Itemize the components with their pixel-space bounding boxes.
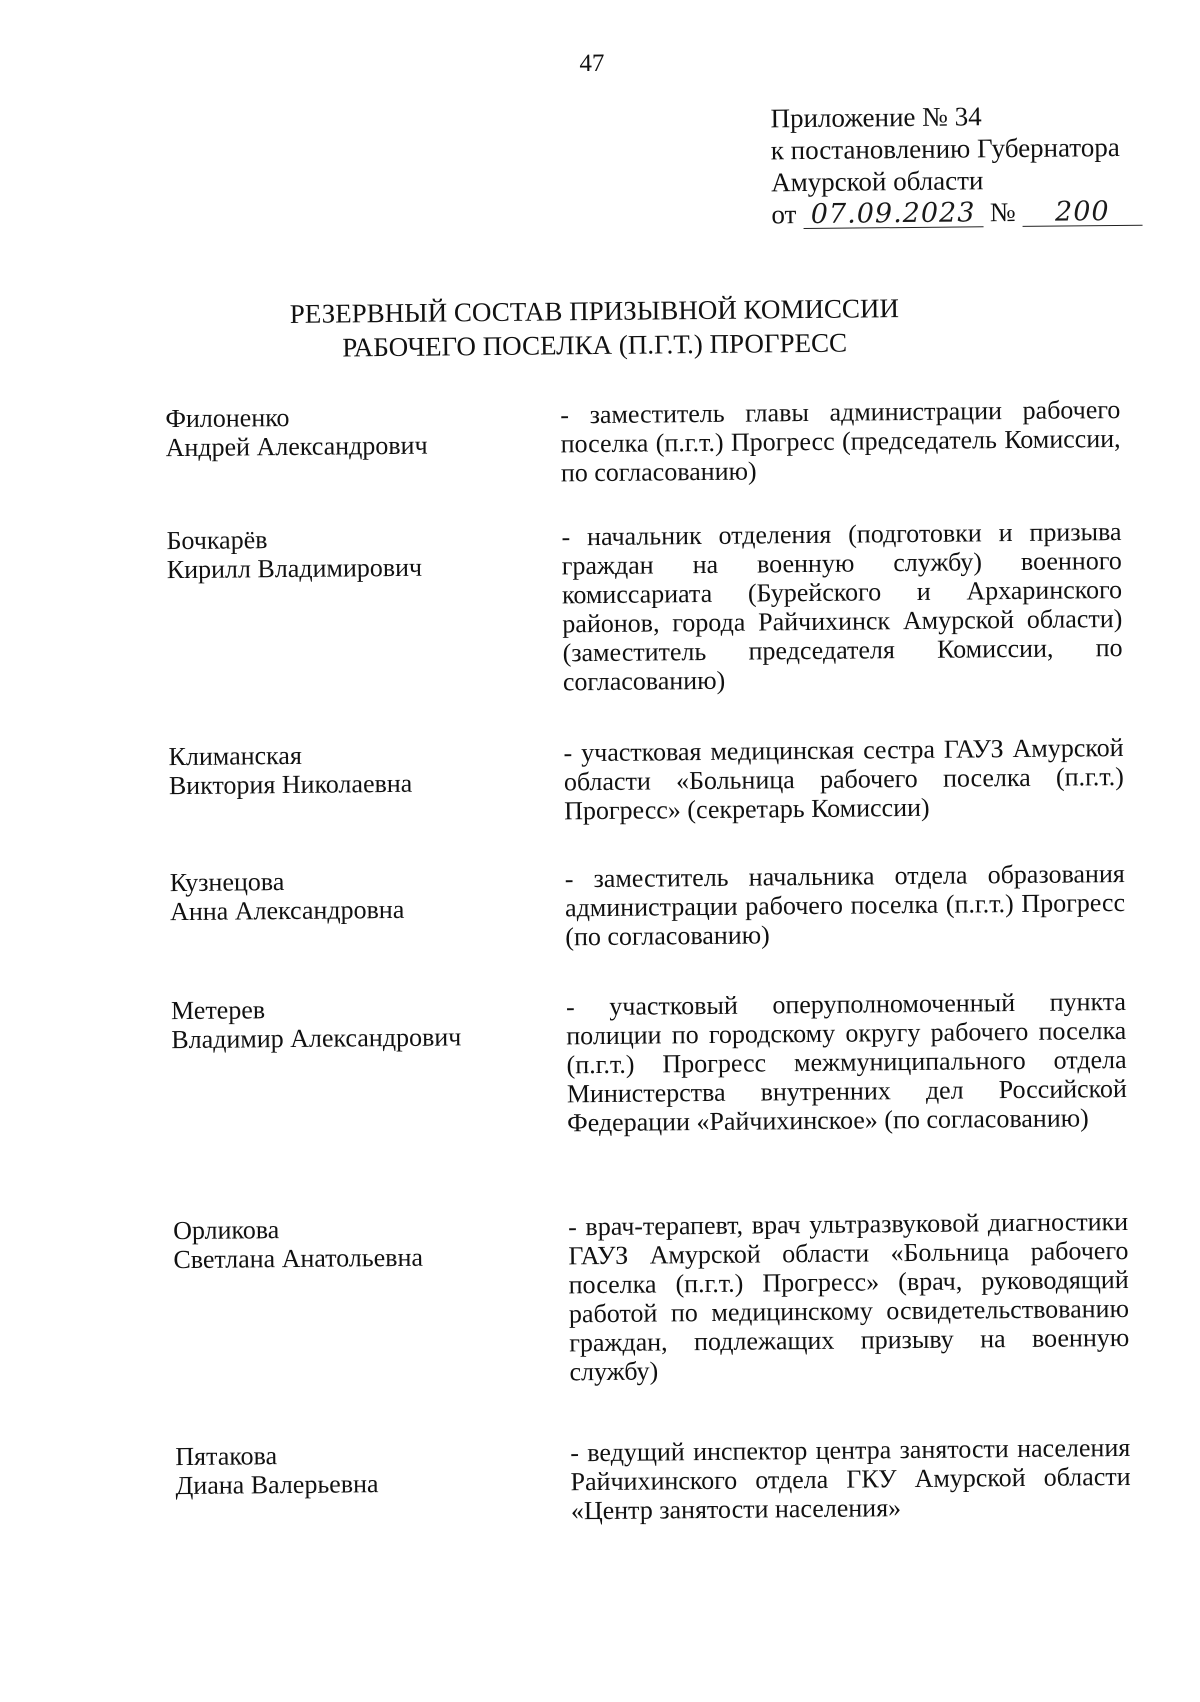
member-given-names: Кирилл Владимирович: [166, 552, 423, 585]
page-number: 47: [579, 49, 605, 78]
annex-reference: к постановлению Губернатора: [770, 131, 1120, 166]
member-entry: [0, 732, 1198, 826]
member-surname: Филоненко: [165, 402, 290, 434]
member-surname: Климанская: [168, 740, 302, 772]
member-role: - заместитель начальника отдела образования администрации рабочего поселка (п.г.т.) Прогресс (по согласованию): [564, 858, 1126, 952]
member-entry: [1, 986, 1200, 1138]
title-line-1: РЕЗЕРВНЫЙ СОСТАВ ПРИЗЫВНОЙ КОМИССИИ: [289, 293, 900, 329]
member-role: - начальник отделения (подготовки и призыва граждан на военную службу) военного комиссариата (Бурейского и Архаринского районов, города Райчихинск Амурской области) (заместитель председателя Комиссии, по согласованию): [561, 516, 1123, 697]
member-name: [166, 522, 547, 584]
member-name: [173, 1212, 554, 1274]
date-prefix: от: [771, 199, 797, 230]
member-surname: Кузнецова: [169, 867, 285, 898]
member-given-names: Владимир Александрович: [171, 1022, 462, 1055]
member-given-names: Андрей Александрович: [165, 430, 428, 463]
member-entry: [3, 1206, 1200, 1387]
number-prefix: №: [989, 196, 1016, 228]
title-line-2: РАБОЧЕГО ПОСЕЛКА (П.Г.Т.) ПРОГРЕСС: [342, 327, 848, 363]
annex-header: [770, 99, 1142, 231]
member-given-names: Анна Александровна: [169, 894, 405, 927]
member-name: [168, 738, 549, 800]
member-surname: Метерев: [170, 995, 266, 1026]
member-given-names: Диана Валерьевна: [175, 1469, 379, 1501]
member-surname: Пятакова: [175, 1441, 278, 1472]
member-surname: Орликова: [173, 1215, 280, 1246]
member-entry: [0, 858, 1200, 952]
member-role: - заместитель главы администрации рабочего поселка (п.г.т.) Прогресс (председатель Комиссии, по согласованию): [560, 394, 1121, 488]
member-surname: Бочкарёв: [166, 525, 268, 556]
member-entry: [0, 516, 1196, 697]
member-name: [165, 401, 546, 463]
document-title: [0, 288, 1195, 368]
handwritten-number: 200: [1022, 199, 1142, 227]
member-given-names: Светлана Анатольевна: [173, 1242, 424, 1275]
member-name: [170, 864, 551, 926]
member-role: - врач-терапевт, врач ультразвуковой диагностики ГАУЗ Амурской области «Больница рабочего поселка (п.г.т.) Прогресс» (врач, руководящий работой по медицинскому освидетельствованию граждан, подлежащих призыву на военную службу): [567, 1206, 1130, 1387]
member-role: - участковый оперуполномоченный пункта полиции по городскому округу рабочего поселка (п.г.т.) Прогресс межмуниципального отдела Министерства внутренних дел Российской Федерации «Райчихинское» (по согласованию): [565, 986, 1127, 1138]
handwritten-date: 07.09.2023: [803, 200, 983, 229]
member-role: - ведущий инспектор центра занятости населения Райчихинского отдела ГКУ Амурской области «Центр занятости населения»: [570, 1432, 1131, 1526]
annex-date-line: [771, 195, 1142, 231]
annex-number: Приложение № 34: [770, 101, 982, 134]
member-name: [175, 1438, 556, 1500]
member-given-names: Виктория Николаевна: [168, 768, 413, 801]
member-entry: [0, 394, 1195, 488]
annex-region: Амурской области: [770, 165, 984, 198]
member-name: [171, 992, 552, 1054]
member-entry: [5, 1432, 1200, 1526]
member-role: - участковая медицинская сестра ГАУЗ Амурской области «Больница рабочего поселка (п.г.т.) Прогресс» (секретарь Комиссии): [563, 732, 1124, 826]
